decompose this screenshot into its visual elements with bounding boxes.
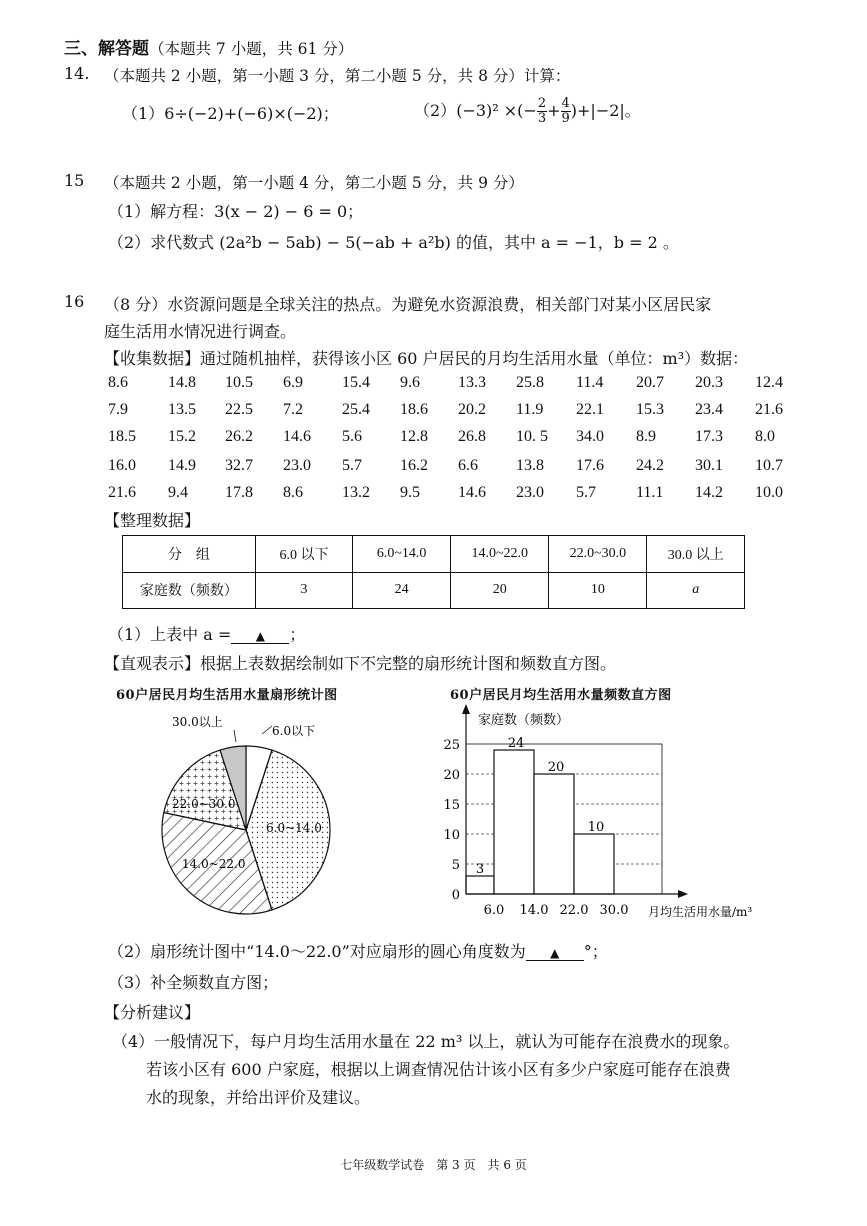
x-tick-label: 14.0: [519, 903, 549, 918]
data-value: 30.1: [695, 457, 723, 474]
data-value: 16.2: [400, 457, 428, 474]
data-value: 12.8: [400, 428, 428, 445]
y-tick-label: 10: [443, 828, 460, 843]
data-value: 21.6: [755, 401, 783, 418]
data-value: 10. 5: [516, 428, 548, 445]
data-value: 13.2: [342, 484, 370, 501]
histogram-bar-label: 20: [547, 760, 565, 775]
data-value: 8.6: [283, 484, 303, 501]
data-value: 5.6: [342, 428, 362, 445]
q16-number: 16: [64, 292, 85, 311]
table-header-cell: 6.0~14.0: [353, 536, 451, 573]
q16-visual: 【直观表示】根据上表数据绘制如下不完整的扇形统计图和频数直方图。: [104, 654, 617, 673]
data-value: 15.3: [636, 401, 664, 418]
y-axis-arrow: [462, 704, 470, 714]
histogram-bar-label: 24: [507, 736, 525, 751]
data-value: 20.3: [695, 374, 723, 391]
q14-part1: [122, 101, 339, 124]
data-value: 14.8: [168, 374, 196, 391]
q14-part2-label: （2）: [414, 101, 457, 120]
q16-sub4-line1: （4）一般情况下，每户月均生活用水量在 22 m³ 以上，就认为可能存在浪费水的现象。: [112, 1032, 740, 1051]
q16-sub1-prefix: （1）上表中 a =: [108, 625, 232, 644]
data-value: 26.2: [225, 428, 253, 445]
data-value: 8.0: [755, 428, 775, 445]
y-tick-label: 15: [443, 798, 460, 813]
pie-label-22-30: 22.0~30.0: [172, 797, 236, 811]
y-tick-label: 20: [443, 768, 460, 783]
histogram-xlabel: 月均生活用水量/m³: [648, 905, 753, 919]
data-value: 17.3: [695, 428, 723, 445]
section-note: （本题共 7 小题，共 61 分）: [149, 40, 354, 58]
data-value: 8.9: [636, 428, 656, 445]
q15-part1: （1）解方程：3(x − 2) − 6 = 0；: [108, 202, 364, 221]
data-value: 7.9: [108, 401, 128, 418]
section-title: 三、解答题: [64, 39, 149, 59]
fraction-four-ninths: $\frac{4}{9}$: [561, 96, 570, 126]
q16-organize: 【整理数据】: [104, 511, 201, 530]
data-value: 5.7: [342, 457, 362, 474]
q15-header: （本题共 2 小题，第一小题 4 分，第二小题 5 分，共 9 分）: [104, 174, 524, 192]
q16-intro-line1: （8 分）水资源问题是全球关注的热点。为避免水资源浪费，相关部门对某小区居民家: [104, 295, 712, 314]
data-value: 17.6: [576, 457, 604, 474]
pie-label-below-6: 6.0以下: [272, 724, 316, 738]
data-value: 10.7: [755, 457, 783, 474]
q16-sub2-prefix: （2）扇形统计图中“14.0～22.0”对应扇形的圆心角度数为: [108, 942, 526, 961]
q16-sub4-line3: 水的现象，并给出评价及建议。: [146, 1088, 371, 1107]
histogram-bar: [466, 876, 494, 894]
q15-number: 15: [64, 171, 85, 190]
data-value: 34.0: [576, 428, 604, 445]
data-value: 7.2: [283, 401, 303, 418]
data-value: 22.5: [225, 401, 253, 418]
frequency-table: [122, 535, 745, 609]
data-value: 6.6: [458, 457, 478, 474]
table-row: [123, 572, 745, 609]
q16-sub2: [108, 939, 608, 962]
data-value: 23.0: [516, 484, 544, 501]
data-value: 17.8: [225, 484, 253, 501]
table-header-cell: 22.0~30.0: [549, 536, 647, 573]
histogram-bar: [494, 750, 534, 894]
table-cell: 24: [353, 572, 451, 609]
data-value: 11.4: [576, 374, 604, 391]
q14-part2-plus: +: [547, 101, 561, 120]
y-tick-label: 0: [451, 888, 460, 903]
data-value: 10.5: [225, 374, 253, 391]
data-value: 10.0: [755, 484, 783, 501]
table-row: [123, 536, 745, 573]
data-value: 14.9: [168, 457, 196, 474]
q16-sub2-suffix: °；: [583, 942, 608, 961]
data-value: 26.8: [458, 428, 486, 445]
pie-label-14-22: 14.0~22.0: [182, 857, 246, 871]
page-footer: 七年级数学试卷 第 3 页 共 6 页: [340, 1158, 527, 1172]
histogram-bar-label: 10: [587, 820, 605, 835]
data-value: 20.2: [458, 401, 486, 418]
table-header-cell: 14.0~22.0: [451, 536, 549, 573]
data-value: 22.1: [576, 401, 604, 418]
y-tick-label: 5: [451, 858, 460, 873]
x-tick-label: 22.0: [559, 903, 589, 918]
q16-intro-line2: 庭生活用水情况进行调查。: [104, 322, 297, 341]
x-tick-label: 30.0: [599, 903, 629, 918]
data-value: 5.7: [576, 484, 596, 501]
histogram-bar: [574, 834, 614, 894]
data-value: 15.2: [168, 428, 196, 445]
data-value: 14.6: [458, 484, 486, 501]
data-value: 20.7: [636, 374, 664, 391]
data-value: 13.5: [168, 401, 196, 418]
data-value: 14.6: [283, 428, 311, 445]
data-value: 11.9: [516, 401, 544, 418]
data-value: 15.4: [342, 374, 370, 391]
data-value: 32.7: [225, 457, 253, 474]
histogram-title: 60户居民月均生活用水量频数直方图: [450, 688, 672, 703]
answer-blank[interactable]: ▲: [231, 629, 289, 644]
data-value: 21.6: [108, 484, 136, 501]
q14-part1-label: （1）: [122, 104, 165, 123]
pie-label-6-14: 6.0~14.0: [266, 821, 322, 835]
data-value: 25.8: [516, 374, 544, 391]
q16-analysis: 【分析建议】: [104, 1003, 201, 1022]
fraction-two-thirds: $\frac{2}{3}$: [537, 96, 547, 126]
q14-number: 14.: [64, 64, 90, 83]
data-value: 18.6: [400, 401, 428, 418]
x-tick-label: 6.0: [483, 903, 505, 918]
pie-chart: [150, 710, 350, 920]
table-cell: 20: [451, 572, 549, 609]
data-value: 18.5: [108, 428, 136, 445]
data-value: 23.4: [695, 401, 723, 418]
data-value: 9.4: [168, 484, 188, 501]
histogram-bar-label: 3: [475, 862, 485, 877]
table-header-cell: 6.0 以下: [255, 536, 352, 573]
q16-sub3: （3）补全频数直方图；: [108, 973, 279, 992]
x-axis-arrow: [678, 890, 688, 898]
data-value: 13.8: [516, 457, 544, 474]
table-header-cell: 30.0 以上: [647, 536, 745, 573]
pie-label-30-plus: 30.0以上: [172, 715, 223, 729]
answer-blank[interactable]: ▲: [526, 946, 584, 961]
section-heading: [64, 34, 353, 59]
table-cell: 10: [549, 572, 647, 609]
q14-part2-pre: (−3)² ×(−: [456, 101, 537, 120]
histogram-bar: [534, 774, 574, 894]
q16-collect-data: 【收集数据】通过随机抽样，获得该小区 60 户居民的月均生活用水量（单位：m³）数据：: [104, 349, 749, 368]
data-value: 9.6: [400, 374, 420, 391]
data-value: 24.2: [636, 457, 664, 474]
q14-part2-post: )+|−2|。: [570, 101, 641, 120]
data-value: 25.4: [342, 401, 370, 418]
y-tick-label: 25: [443, 738, 460, 753]
q14-header: （本题共 2 小题，第一小题 3 分，第二小题 5 分，共 8 分）计算：: [104, 67, 571, 85]
data-value: 9.5: [400, 484, 420, 501]
data-value: 14.2: [695, 484, 723, 501]
table-cell: a: [647, 572, 745, 609]
data-value: 11.1: [636, 484, 664, 501]
table-cell: 家庭数（频数）: [123, 572, 256, 609]
q15-part2: （2）求代数式 (2a²b − 5ab) − 5(−ab + a²b) 的值，其中 a = −1，b = 2 。: [108, 233, 679, 252]
data-value: 6.9: [283, 374, 303, 391]
data-value: 12.4: [755, 374, 783, 391]
data-value: 23.0: [283, 457, 311, 474]
data-value: 8.6: [108, 374, 128, 391]
data-value: 13.3: [458, 374, 486, 391]
q14-part1-expr: 6÷(−2)+(−6)×(−2)；: [164, 104, 339, 123]
q16-sub4-line2: 若该小区有 600 户家庭，根据以上调查情况估计该小区有多少户家庭可能存在浪费: [146, 1060, 731, 1079]
table-header-cell: 分 组: [123, 536, 256, 573]
histogram-ylabel: 家庭数（频数）: [478, 713, 570, 728]
q14-part2: [414, 88, 641, 134]
q16-sub1: [108, 622, 305, 645]
data-value: 16.0: [108, 457, 136, 474]
q16-sub1-suffix: ；: [289, 625, 306, 644]
table-cell: 3: [255, 572, 352, 609]
pie-chart-title: 60户居民月均生活用水量扇形统计图: [116, 688, 338, 703]
histogram: [436, 700, 796, 926]
